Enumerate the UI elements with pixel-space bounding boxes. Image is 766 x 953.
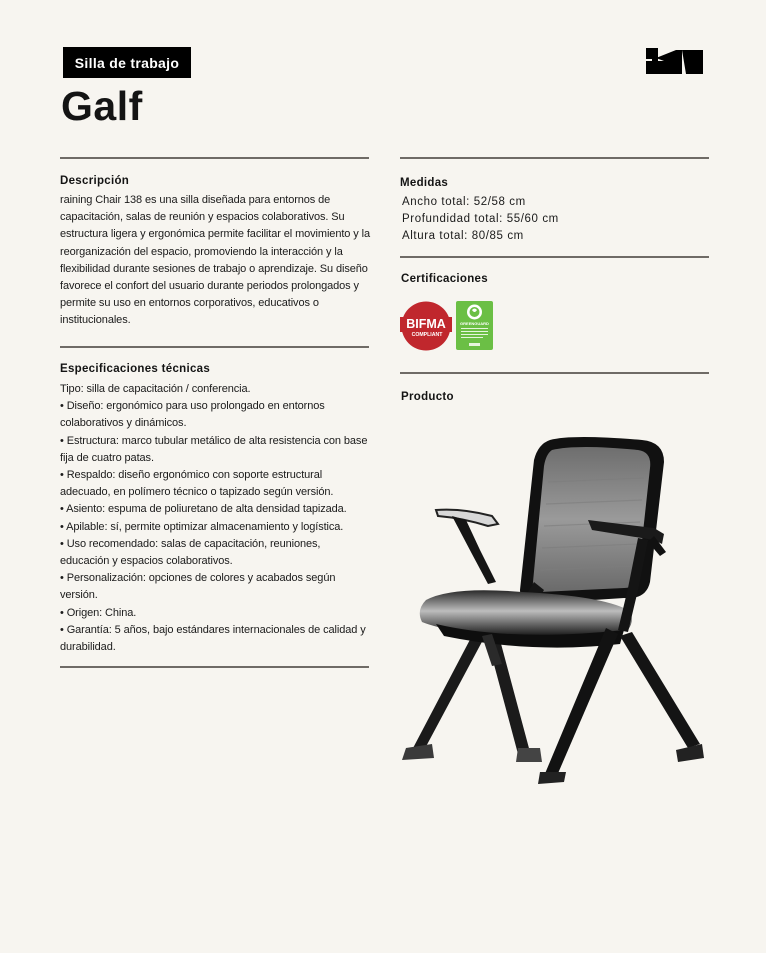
spec-item: • Garantía: 5 años, bajo estándares internacionales de calidad y durabilidad. [60,623,366,654]
chair-product-image [392,432,712,788]
spec-item: • Personalización: opciones de colores y acabados según versión. [60,572,336,602]
spec-item: • Asiento: espuma de poliuretano de alta densidad tapizada. [60,503,347,516]
greenguard-label: GREENGUARD [460,321,489,326]
bifma-label: BIFMA [406,317,446,331]
bifma-compliant-icon [400,300,452,352]
measures-heading: Medidas [400,177,449,189]
brand-logo-icon [646,48,703,74]
divider [60,666,369,668]
spec-item: • Apilable: sí, permite optimizar almacenamiento y logística. [60,520,344,533]
spec-item: • Respaldo: diseño ergonómico con soporte estructural adecuado, en polímero técnico o tapizado según versión. [60,469,334,499]
bifma-sublabel: COMPLIANT [411,332,443,338]
product-heading: Producto [401,391,454,403]
spec-item: • Diseño: ergonómico para uso prolongado en entornos colaborativos y dinámicos. [60,400,325,430]
greenguard-icon [456,301,493,350]
page-title: Galf [61,83,143,129]
divider [400,157,709,159]
specs-list [60,381,372,656]
category-badge: Silla de trabajo [63,47,191,78]
divider [60,157,369,159]
divider [60,346,369,348]
divider [400,372,709,374]
spec-item: Tipo: silla de capacitación / conferencia. [60,383,251,395]
measure-height: Altura total: 80/85 cm [402,230,524,242]
description-text: raining Chair 138 es una silla diseñada para entornos de capacitación, salas de reunión y espacios colaborativos. Su estructura ligera y ergonómica permite facilitar el movimiento y la reorganización del espacio, promoviendo la interacción y la flexibilidad durante sesiones de trabajo o aprendizaje. Su diseño favorece el confort del usuario durante periodos prolongados y permite su uso en entornos corporativos, educativos o institucionales. [60,194,370,327]
description-heading: Descripción [60,175,130,187]
spec-item: • Origen: China. [60,606,137,619]
spec-item: • Uso recomendado: salas de capacitación, reuniones, educación y espacios colaborativos. [60,537,321,568]
measure-depth: Profundidad total: 55/60 cm [402,213,559,225]
divider [400,256,709,258]
specs-heading: Especificaciones técnicas [60,363,211,375]
spec-item: • Estructura: marco tubular metálico de alta resistencia con base fija de cuatro patas. [60,434,368,464]
measure-width: Ancho total: 52/58 cm [402,196,526,208]
certifications-heading: Certificaciones [401,273,488,285]
